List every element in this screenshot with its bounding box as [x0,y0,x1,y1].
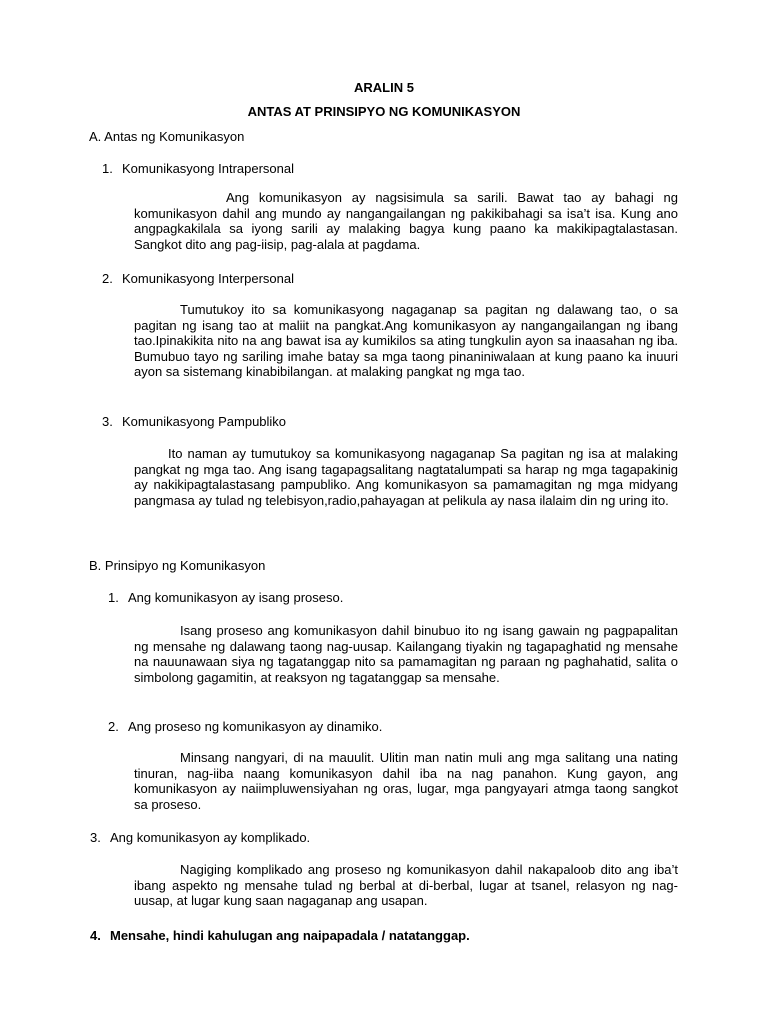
section-b-item-3-heading [90,830,310,846]
item-number: 3. [102,414,113,429]
item-heading-text: Ang komunikasyon ay isang proseso. [128,590,344,605]
item-heading-text: Komunikasyong Pampubliko [122,414,287,429]
item-number: 3. [90,830,101,845]
lesson-title: ARALIN 5 [354,80,414,95]
section-b-item-2-body: Minsang nangyari, di na mauulit. Ulitin man natin muli ang mga salitang una nating tinuran, nag-iiba naang komunikasyon dahil iba na nag panahon. Kung gayon, ang komunikasyon ay naiimpluwensiyahan ng oras, lugar, mga pangyayari atmga taong sangkot sa proseso. [134,750,678,812]
section-a-item-2-heading [102,271,294,287]
item-heading-text: Komunikasyong Interpersonal [122,271,294,286]
lesson-subtitle: ANTAS AT PRINSIPYO NG KOMUNIKASYON [247,104,521,119]
section-a-heading: A. Antas ng Komunikasyon [89,129,245,144]
section-b-heading: B. Prinsipyo ng Komunikasyon [89,558,266,573]
item-number: 1. [108,590,119,605]
item-number: 2. [108,719,119,734]
item-number: 4. [90,928,101,943]
item-heading-text: Mensahe, hindi kahulugan ang naipapadala / natatanggap. [110,928,470,943]
section-b-item-1-heading [108,590,343,606]
item-heading-text: Ang proseso ng komunikasyon ay dinamiko. [128,719,383,734]
item-heading-text: Komunikasyong Intrapersonal [122,161,294,176]
section-a-item-1-heading [102,161,294,177]
item-heading-text: Ang komunikasyon ay komplikado. [110,830,311,845]
section-b-item-4-heading [90,928,470,944]
section-a-item-1-body: Ang komunikasyon ay nagsisimula sa sarili. Bawat tao ay bahagi ng komunikasyon dahil ang mundo ay nangangailangan ng pakikibahagi sa isa’t isa. Kung ano angpagkakilala sa iyong sarili ay malaking bagya kung paano ka makikipagtalastasan. Sangkot dito ang pag-iisip, pag-alala at pagdama. [134,190,678,252]
item-number: 2. [102,271,113,286]
section-a-item-3-body: Ito naman ay tumutukoy sa komunikasyong nagaganap Sa pagitan ng isa at malaking pangkat ng mga tao. Ang isang tagapagsalitang nagtatalumpati sa harap ng mga tagapakinig ay nakikipagtalastasang pampubliko. Ang komunikasyon sa pamamagitan ng mga midyang pangmasa ay tulad ng telebisyon,radio,pahayagan at pelikula ay nasa ilalaim din ng uring ito. [134,446,678,508]
section-a-item-2-body: Tumutukoy ito sa komunikasyong nagaganap sa pagitan ng dalawang tao, o sa pagitan ng isang tao at maliit na pangkat.Ang komunikasyon ay nangangailangan ng ibang tao.Ipinakikita nito na ang bawat isa ay kumikilos sa ating tungkulin ayon sa inaasahan ng iba. Bumubuo tayo ng sariling imahe batay sa mga taong pinaniniwalaan at kung paano ka inuuri ayon sa sistemang kinabibilangan. at malaking pangkat ng mga tao. [134,302,678,380]
section-b-item-1-body: Isang proseso ang komunikasyon dahil binubuo ito ng isang gawain ng pagpapalitan ng mensahe ng dalawang taong nag-uusap. Kailangang tiyakin ng tagapaghatid ng mensahe na nauunawaan siya ng tagatanggap nito sa pamamagitan ng paraan ng paghahatid, salita o simbolong gagamitin, at reaksyon ng tagatanggap sa mensahe. [134,623,678,685]
section-b-item-2-heading [108,719,382,735]
section-b-item-3-body: Nagiging komplikado ang proseso ng komunikasyon dahil nakapaloob dito ang iba’t ibang aspekto ng mensahe tulad ng berbal at di-berbal, lugar at tsanel, relasyon ng nag-uusap, at lugar kung saan nagaganap ang usapan. [134,862,678,909]
section-a-item-3-heading [102,414,286,430]
item-number: 1. [102,161,113,176]
